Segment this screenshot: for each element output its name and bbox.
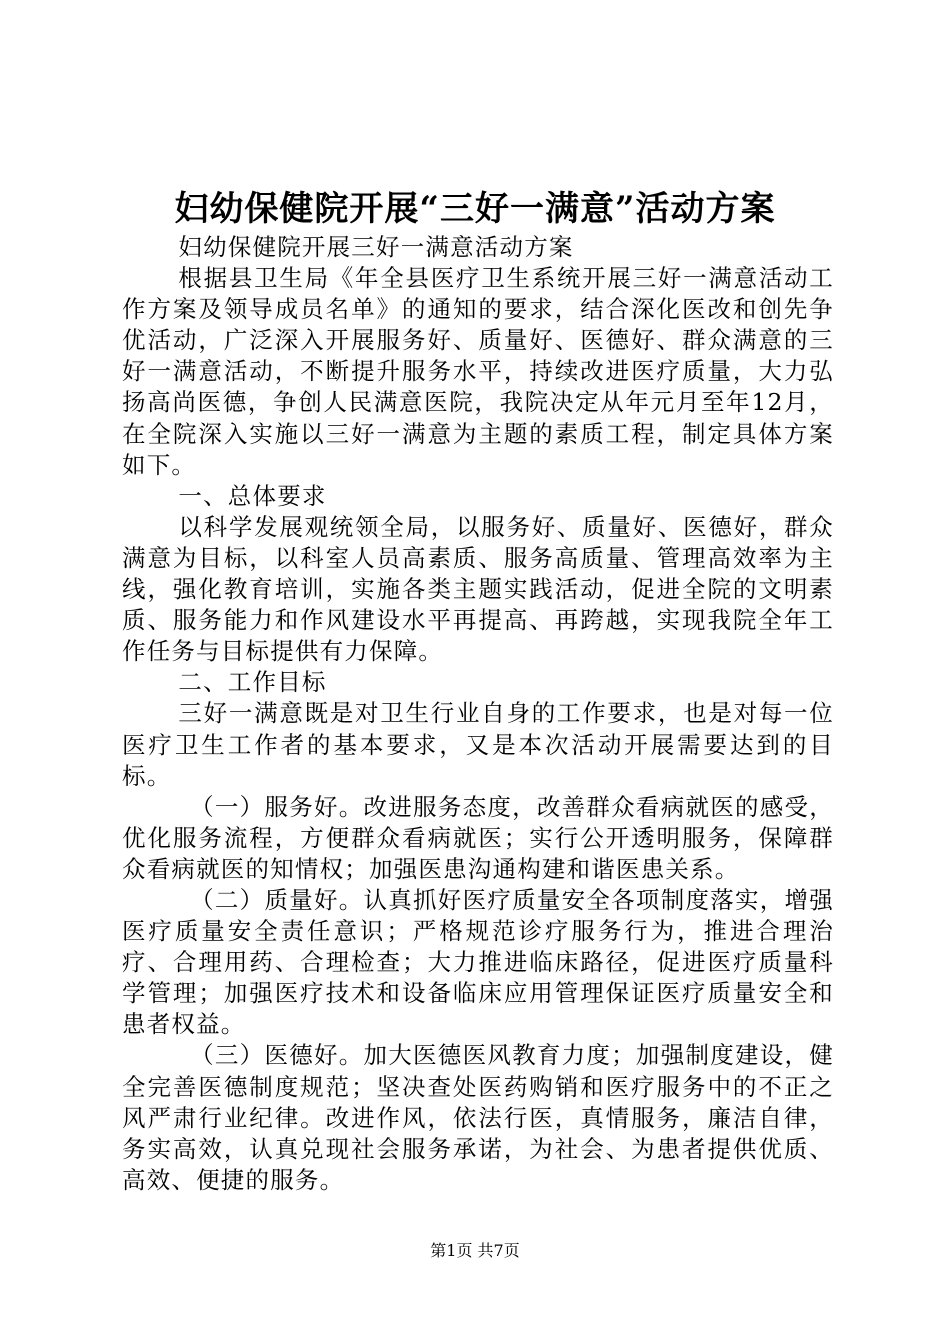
section-heading-work-goals: 二、工作目标 xyxy=(178,668,327,697)
subtitle-paragraph: 妇幼保健院开展三好一满意活动方案 xyxy=(178,233,574,261)
intro-paragraph: 根据县卫生局《年全县医疗卫生系统开展三好一满意活动工作方案及领导成员名单》的通知的要求，结合深化医改和创先争优活动，广泛深入开展服务好、质量好、医德好、群众满意的三好一满意活动，不断提升服务水平，持续改进医疗质量，大力弘扬高尚医德，争创人民满意医院，我院决定从年元月至年12月，在全院深入实施以三好一满意为主题的素质工程，制定具体方案如下。 xyxy=(122,264,834,479)
document-title: 妇幼保健院开展“三好一满意”活动方案 xyxy=(174,189,776,229)
goal-good-quality-paragraph: （二）质量好。认真抓好医疗质量安全各项制度落实，增强医疗质量安全责任意识；严格规范诊疗服务行为，推进合理治疗、合理用药、合理检查；大力推进临床路径，促进医疗质量科学管理；加强医疗技术和设备临床应用管理保证医疗质量安全和患者权益。 xyxy=(122,885,834,1039)
goal-good-service-paragraph: （一）服务好。改进服务态度，改善群众看病就医的感受，优化服务流程，方便群众看病就医；实行公开透明服务，保障群众看病就医的知情权；加强医患沟通构建和谐医患关系。 xyxy=(122,792,834,883)
page-number-footer: 第1页 共7页 xyxy=(430,1241,520,1260)
section-heading-overall-requirements: 一、总体要求 xyxy=(178,481,327,510)
document-body xyxy=(122,232,834,1196)
work-goals-paragraph: 三好一满意既是对卫生行业自身的工作要求，也是对每一位医疗卫生工作者的基本要求，又是本次活动开展需要达到的目标。 xyxy=(122,699,834,790)
goal-good-ethics-paragraph: （三）医德好。加大医德医风教育力度；加强制度建设，健全完善医德制度规范；坚决查处医药购销和医疗服务中的不正之风严肃行业纪律。改进作风，依法行医，真情服务，廉洁自律，务实高效，认真兑现社会服务承诺，为社会、为患者提供优质、高效、便捷的服务。 xyxy=(122,1041,834,1194)
overall-requirements-paragraph: 以科学发展观统领全局，以服务好、质量好、医德好，群众满意为目标，以科室人员高素质、服务高质量、管理高效率为主线，强化教育培训，实施各类主题实践活动，促进全院的文明素质、服务能力和作风建设水平再提高、再跨越，实现我院全年工作任务与目标提供有力保障。 xyxy=(122,512,834,666)
